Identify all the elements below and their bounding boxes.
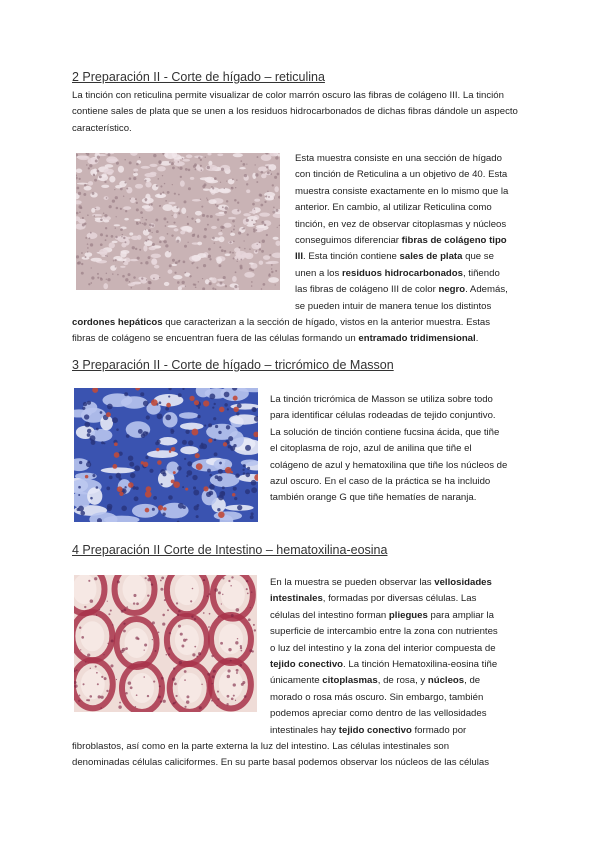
text-line: únicamente citoplasmas, de rosa, y núcleos, de (270, 675, 481, 687)
text-line: En la muestra se pueden observar las vellosidades (270, 577, 492, 588)
text-line: azul oscuro. En el caso de la práctica se ha incluido (270, 476, 491, 488)
section-intro-reticulina: La tinción con reticulina permite visualizar de color marrón oscuro las fibras de colágeno III. La tinción contiene sales de plata que se unen a los residuos hidrocarbonados de dichas fibras dándole un aspecto característico. (72, 90, 518, 134)
section-body-intestino-continued (72, 739, 542, 772)
text-line: o luz del intestino y la zona del interior compuesta de (270, 642, 496, 654)
text-line: con tinción de Reticulina a un objetivo de 40. Esta (295, 169, 508, 181)
text-line: intestinales hay tejido conectivo formado por (270, 724, 467, 736)
section-heading-reticulina: 2 Preparación II - Corte de hígado – reticulina (72, 70, 325, 84)
text-line: superficie de intercambio entre la zona con nutrientes (270, 626, 498, 638)
micrograph-intestine-he-icon (74, 575, 257, 712)
text-line: intestinales, formadas por diversas células. Las (270, 593, 477, 605)
micrograph-liver-reticulin-image (76, 153, 280, 290)
text-line: anterior. En cambio, al utilizar Reticulina como (295, 202, 492, 214)
text-line: Esta muestra consiste en una sección de hígado (295, 153, 502, 164)
section-body-reticulina (295, 151, 540, 315)
text-line: La tinción tricrómica de Masson se utiliza sobre todo (270, 394, 493, 405)
text-line: fibras de colágeno se encuentran fuera de las células formando un entramado tridimensional. (72, 333, 479, 345)
micrograph-liver-masson-icon (74, 388, 258, 522)
text-line: unen a los residuos hidrocarbonados, tiñendo (295, 267, 500, 279)
text-line: para identificar células rodeadas de tejido conjuntivo. (270, 410, 496, 422)
section-body-intestino (270, 575, 540, 739)
text-line: tinción, en vez de observar citoplasmas y núcleos (295, 218, 507, 230)
section-heading-masson: 3 Preparación II - Corte de hígado – tricrómico de Masson (72, 358, 394, 372)
text-line: tejido conectivo. La tinción Hematoxilina-eosina tiñe (270, 659, 498, 671)
text-line: el citoplasma de rojo, azul de anilina que tiñe el (270, 443, 472, 455)
micrograph-intestine-he-image (74, 575, 257, 712)
micrograph-liver-reticulin-icon (76, 153, 280, 290)
text-line: denominadas células caliciformes. En su parte basal podemos observar los núcleos de las células (72, 757, 490, 769)
text-line: La solución de tinción contiene fucsina ácida, que tiñe (270, 426, 500, 438)
section-heading-intestino: 4 Preparación II Corte de Intestino – hematoxilina-eosina (72, 543, 388, 557)
text-line: podemos apreciar como dentro de las vellosidades (270, 708, 487, 720)
text-line: III. Esta tinción contiene sales de plata que se (295, 251, 494, 263)
text-line: conseguimos diferenciar fibras de colágeno tipo (295, 235, 507, 247)
text-line: muestra consiste exactamente en lo mismo que la (295, 185, 509, 197)
text-line: células del intestino forman pliegues para ampliar la (270, 609, 494, 621)
text-line: las fibras de colágeno III de color negro. Además, (295, 284, 508, 296)
section-body-reticulina-continued (72, 315, 542, 348)
text-line: colágeno de azul y hematoxilina que tiñe los núcleos de (270, 459, 508, 471)
micrograph-liver-masson-image (74, 388, 258, 522)
text-line: también orange G que tiñe hematíes de naranja. (270, 492, 477, 504)
text-line: morado o rosa más oscuro. Sin embargo, también (270, 691, 484, 703)
section-body-masson (270, 392, 540, 507)
text-line: cordones hepáticos que caracterizan a la sección de hígado, vistos en la anterior muestra. Estas (72, 317, 491, 328)
text-line: se pueden intuir de manera tenue los distintos (295, 300, 492, 312)
text-line: fibroblastos, así como en la parte externa la luz del intestino. Las células intestinales son (72, 741, 450, 752)
